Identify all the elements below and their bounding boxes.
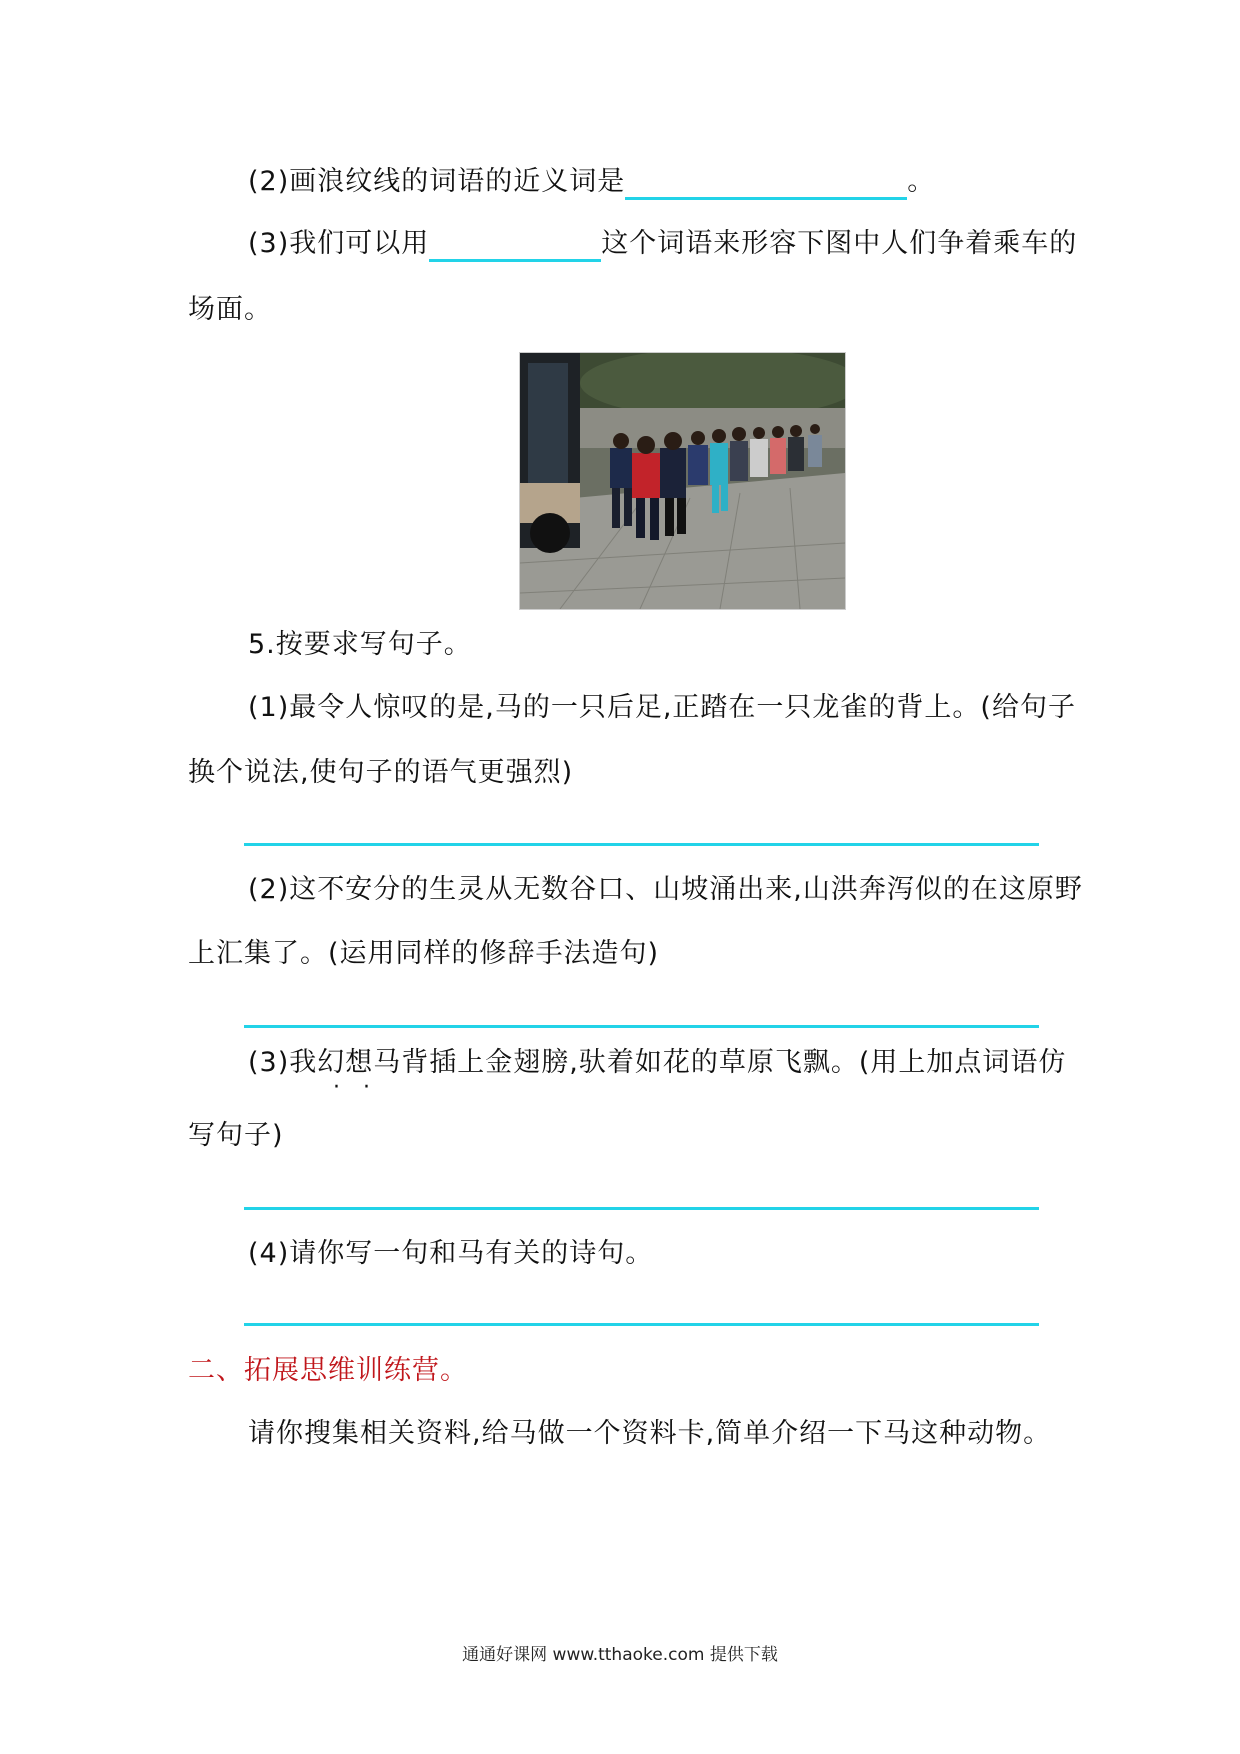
footer-source: 通通好课网 www.tthaoke.com 提供下载: [462, 1645, 778, 1665]
answer-line-2[interactable]: [244, 1025, 1039, 1028]
q5-item1-line2: 换个说法,使句子的语气更强烈): [188, 757, 574, 788]
answer-line-4[interactable]: [244, 1323, 1039, 1326]
answer-blank[interactable]: [429, 229, 601, 262]
q4-item3-text-a: (3)我们可以用: [248, 228, 430, 259]
q5-item2-line2: 上汇集了。(运用同样的修辞手法造句): [188, 938, 660, 969]
section-title: 二、拓展思维训练营。: [188, 1355, 468, 1386]
q4-item3-cont: 场面。: [188, 294, 272, 325]
answer-blank[interactable]: [625, 167, 907, 200]
answer-line-3[interactable]: [244, 1207, 1039, 1210]
q5-item3-line1: (3)我幻想马背插上金翅膀,驮着如花的草原飞飘。(用上加点词语仿: [248, 1047, 1067, 1078]
q5-title: 5.按要求写句子。: [248, 629, 472, 660]
q5-item4: (4)请你写一句和马有关的诗句。: [248, 1238, 654, 1269]
q4-item3: [248, 226, 1077, 262]
emphasis-dot: ·: [363, 1075, 370, 1100]
q5-item2-line1: (2)这不安分的生灵从无数谷口、山坡涌出来,山洪奔泻似的在这原野: [248, 874, 1083, 905]
answer-line-1[interactable]: [244, 843, 1039, 846]
section-body: 请你搜集相关资料,给马做一个资料卡,简单介绍一下马这种动物。: [248, 1418, 1052, 1449]
q4-item3-text-b: 这个词语来形容下图中人们争着乘车的: [601, 228, 1078, 259]
photo-children-boarding-bus: [519, 352, 846, 610]
q4-item2: [248, 164, 935, 200]
q5-item3-line2: 写句子): [188, 1120, 284, 1151]
q4-item2-text: (2)画浪纹线的词语的近义词是: [248, 166, 626, 197]
q4-item2-end: 。: [907, 166, 936, 197]
q5-item1-line1: (1)最令人惊叹的是,马的一只后足,正踏在一只龙雀的背上。(给句子: [248, 692, 1076, 723]
emphasis-dot: ·: [333, 1075, 340, 1100]
